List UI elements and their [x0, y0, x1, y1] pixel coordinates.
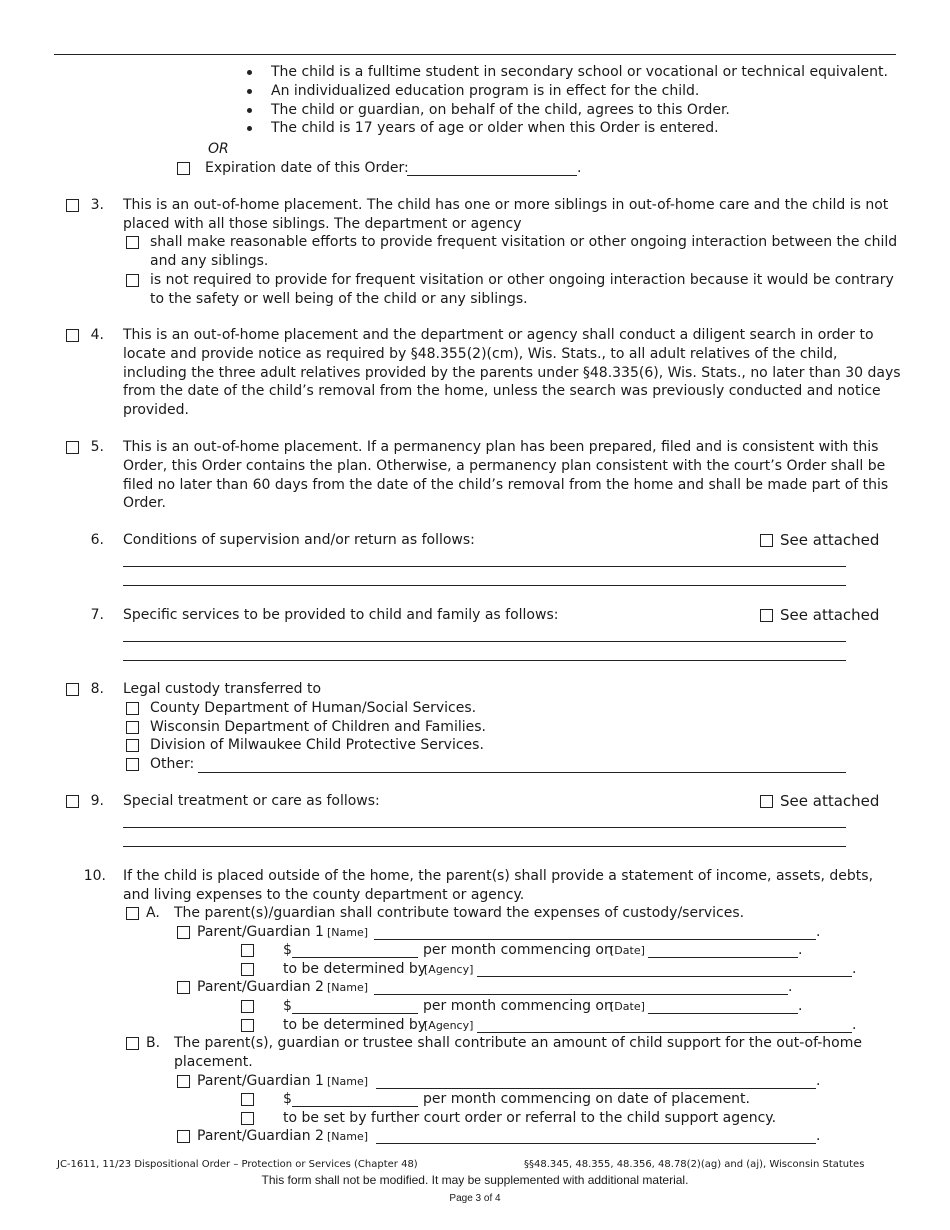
b-pg2-name-field[interactable]	[376, 1143, 816, 1144]
b-pg1-checkbox[interactable]	[177, 1075, 190, 1088]
b-pg1-amount-checkbox[interactable]	[241, 1093, 254, 1106]
per-month-placement-label: per month commencing on date of placement.	[423, 1091, 750, 1107]
bullet-item-2: An individualized education program is in effect for the child.	[271, 83, 700, 99]
a-pg1-name-hint: [Name]	[327, 926, 369, 939]
item7-line-field-1[interactable]	[123, 641, 846, 642]
item9-line-field-1[interactable]	[123, 827, 846, 828]
item3-opt2-line-2: to the safety or well being of the child or any siblings.	[150, 291, 528, 307]
item8-opt2-label: Wisconsin Department of Children and Families.	[150, 719, 486, 735]
expiration-label: Expiration date of this Order:	[205, 160, 409, 176]
item10-line-2: and living expenses to the county department or agency.	[123, 887, 525, 903]
b-pg1-amount-field[interactable]	[292, 1106, 418, 1107]
a-pg2-amount-checkbox[interactable]	[241, 1000, 254, 1013]
to-be-determined-label: to be determined by	[283, 961, 427, 977]
a-pg2-agency-checkbox[interactable]	[241, 1019, 254, 1032]
period: .	[798, 942, 803, 958]
item6-line-field-2[interactable]	[123, 585, 846, 586]
item10-b-label: B.	[146, 1035, 161, 1051]
item7-see-attached-label: See attached	[780, 606, 880, 624]
bullet-item-4: The child is 17 years of age or older when this Order is entered.	[271, 120, 719, 136]
item10-a-label: A.	[146, 905, 160, 921]
period: .	[788, 979, 793, 995]
item5-line-4: Order.	[123, 495, 166, 511]
a-pg1-checkbox[interactable]	[177, 926, 190, 939]
a-pg1-agency-field[interactable]	[477, 976, 852, 977]
b-pg2-name-hint: [Name]	[327, 1130, 369, 1143]
item9-text: Special treatment or care as follows:	[123, 793, 380, 809]
footer-notice: This form shall not be modified. It may be supplemented with additional material.	[261, 1173, 689, 1187]
item8-opt2-checkbox[interactable]	[126, 721, 139, 734]
bullet-item-1: The child is a fulltime student in secondary school or vocational or technical equivalent.	[271, 64, 888, 80]
item5-line-2: Order, this Order contains the plan. Otherwise, a permanency plan consistent with the court’s Order shall be	[123, 458, 886, 474]
item10-a-checkbox[interactable]	[126, 907, 139, 920]
item6-see-attached-label: See attached	[780, 531, 880, 549]
bullet-dot	[247, 89, 252, 94]
item3-opt1-line-1: shall make reasonable efforts to provide frequent visitation or other ongoing interaction between the child	[150, 234, 898, 250]
period: .	[816, 1073, 821, 1089]
b-pg1-name-hint: [Name]	[327, 1075, 369, 1088]
item5-line-1: This is an out-of-home placement. If a permanency plan has been prepared, filed and is consistent with this	[123, 439, 879, 455]
item8-opt4-checkbox[interactable]	[126, 758, 139, 771]
bullet-dot	[247, 70, 252, 75]
agency-hint: [Agency]	[424, 1019, 474, 1032]
dollar-sign: $	[283, 998, 292, 1014]
item4-line-4: from the date of the child’s removal from the home, unless the search was previously conducted and notice	[123, 383, 881, 399]
footer-statutes: §§48.345, 48.355, 48.356, 48.78(2)(ag) and (aj), Wisconsin Statutes	[524, 1159, 865, 1170]
item4-line-1: This is an out-of-home placement and the department or agency shall conduct a diligent search in order to	[123, 327, 874, 343]
b-pg1-label: Parent/Guardian 1	[197, 1073, 324, 1089]
a-pg1-name-field[interactable]	[374, 939, 816, 940]
per-month-label: per month commencing on	[423, 998, 613, 1014]
a-pg2-date-field[interactable]	[648, 1013, 798, 1014]
item9-see-attached-checkbox[interactable]	[760, 795, 773, 808]
b-pg1-name-field[interactable]	[376, 1088, 816, 1089]
a-pg2-agency-field[interactable]	[477, 1032, 852, 1033]
b-pg2-label: Parent/Guardian 2	[197, 1128, 324, 1144]
item4-line-3: including the three adult relatives provided by the parents under §48.335(6), Wis. Stats., no later than 30 days	[123, 365, 901, 381]
to-be-determined-label: to be determined by	[283, 1017, 427, 1033]
item5-number: 5.	[90, 439, 104, 455]
item3-line-2: placed with all those siblings. The department or agency	[123, 216, 522, 232]
bullet-item-3: The child or guardian, on behalf of the child, agrees to this Order.	[271, 102, 730, 118]
item10-number: 10.	[83, 868, 106, 884]
item6-see-attached-checkbox[interactable]	[760, 534, 773, 547]
item10-b-checkbox[interactable]	[126, 1037, 139, 1050]
item8-opt1-label: County Department of Human/Social Services.	[150, 700, 477, 716]
dollar-sign: $	[283, 1091, 292, 1107]
expiration-date-field[interactable]	[407, 175, 577, 176]
top-rule	[54, 54, 896, 55]
expiration-checkbox[interactable]	[177, 162, 190, 175]
item9-number: 9.	[90, 793, 104, 809]
item10-a-text: The parent(s)/guardian shall contribute toward the expenses of custody/services.	[174, 905, 745, 921]
item7-see-attached-checkbox[interactable]	[760, 609, 773, 622]
item10-line-1: If the child is placed outside of the home, the parent(s) shall provide a statement of income, assets, debts,	[123, 868, 874, 884]
item5-line-3: filed no later than 60 days from the date of the child’s removal from the home and shall be made part of this	[123, 477, 889, 493]
a-pg2-checkbox[interactable]	[177, 981, 190, 994]
item3-opt1-line-2: and any siblings.	[150, 253, 269, 269]
item10-b-line-2: placement.	[174, 1054, 253, 1070]
item3-opt1-checkbox[interactable]	[126, 236, 139, 249]
a-pg1-amount-checkbox[interactable]	[241, 944, 254, 957]
item8-other-field[interactable]	[198, 772, 846, 773]
b-pg2-checkbox[interactable]	[177, 1130, 190, 1143]
agency-hint: [Agency]	[424, 963, 474, 976]
per-month-label: per month commencing on	[423, 942, 613, 958]
item4-line-2: locate and provide notice as required by §48.355(2)(cm), Wis. Stats., to all adult relatives of the child,	[123, 346, 838, 362]
period: .	[852, 1017, 857, 1033]
a-pg2-name-field[interactable]	[374, 994, 788, 995]
a-pg1-amount-field[interactable]	[292, 957, 418, 958]
a-pg2-name-hint: [Name]	[327, 981, 369, 994]
item3-opt2-checkbox[interactable]	[126, 274, 139, 287]
footer-form-id: JC-1611, 11/23 Dispositional Order – Protection or Services (Chapter 48)	[57, 1159, 418, 1170]
footer-page-number: Page 3 of 4	[449, 1193, 501, 1204]
a-pg1-date-field[interactable]	[648, 957, 798, 958]
item7-line-field-2[interactable]	[123, 660, 846, 661]
item6-line-field-1[interactable]	[123, 566, 846, 567]
a-pg1-label: Parent/Guardian 1	[197, 924, 324, 940]
period: .	[816, 1128, 821, 1144]
item3-opt2-line-1: is not required to provide for frequent visitation or other ongoing interaction because it would be contrary	[150, 272, 894, 288]
to-be-set-label: to be set by further court order or referral to the child support agency.	[283, 1110, 777, 1126]
item8-opt3-label: Division of Milwaukee Child Protective Services.	[150, 737, 484, 753]
item9-line-field-2[interactable]	[123, 846, 846, 847]
a-pg1-agency-checkbox[interactable]	[241, 963, 254, 976]
item8-opt1-checkbox[interactable]	[126, 702, 139, 715]
b-pg1-court-order-checkbox[interactable]	[241, 1112, 254, 1125]
dollar-sign: $	[283, 942, 292, 958]
date-hint: [Date]	[610, 1000, 645, 1013]
item4-number: 4.	[90, 327, 104, 343]
or-label: OR	[208, 141, 229, 157]
period: .	[577, 160, 582, 176]
item10-b-line-1: The parent(s), guardian or trustee shall contribute an amount of child support for the out-of-home	[174, 1035, 862, 1051]
item8-opt4-label: Other:	[150, 756, 195, 772]
item9-see-attached-label: See attached	[780, 792, 880, 810]
period: .	[816, 924, 821, 940]
item3-line-1: This is an out-of-home placement. The child has one or more siblings in out-of-home care and the child is not	[123, 197, 889, 213]
bullet-dot	[247, 108, 252, 113]
a-pg2-amount-field[interactable]	[292, 1013, 418, 1014]
item6-number: 6.	[90, 532, 104, 548]
item7-text: Specific services to be provided to child and family as follows:	[123, 607, 559, 623]
item3-number: 3.	[90, 197, 104, 213]
date-hint: [Date]	[610, 944, 645, 957]
period: .	[798, 998, 803, 1014]
bullet-dot	[247, 126, 252, 131]
period: .	[852, 961, 857, 977]
item8-number: 8.	[90, 681, 104, 697]
item8-text: Legal custody transferred to	[123, 681, 322, 697]
item7-number: 7.	[90, 607, 104, 623]
item4-line-5: provided.	[123, 402, 189, 418]
a-pg2-label: Parent/Guardian 2	[197, 979, 324, 995]
item8-opt3-checkbox[interactable]	[126, 739, 139, 752]
item6-text: Conditions of supervision and/or return as follows:	[123, 532, 475, 548]
